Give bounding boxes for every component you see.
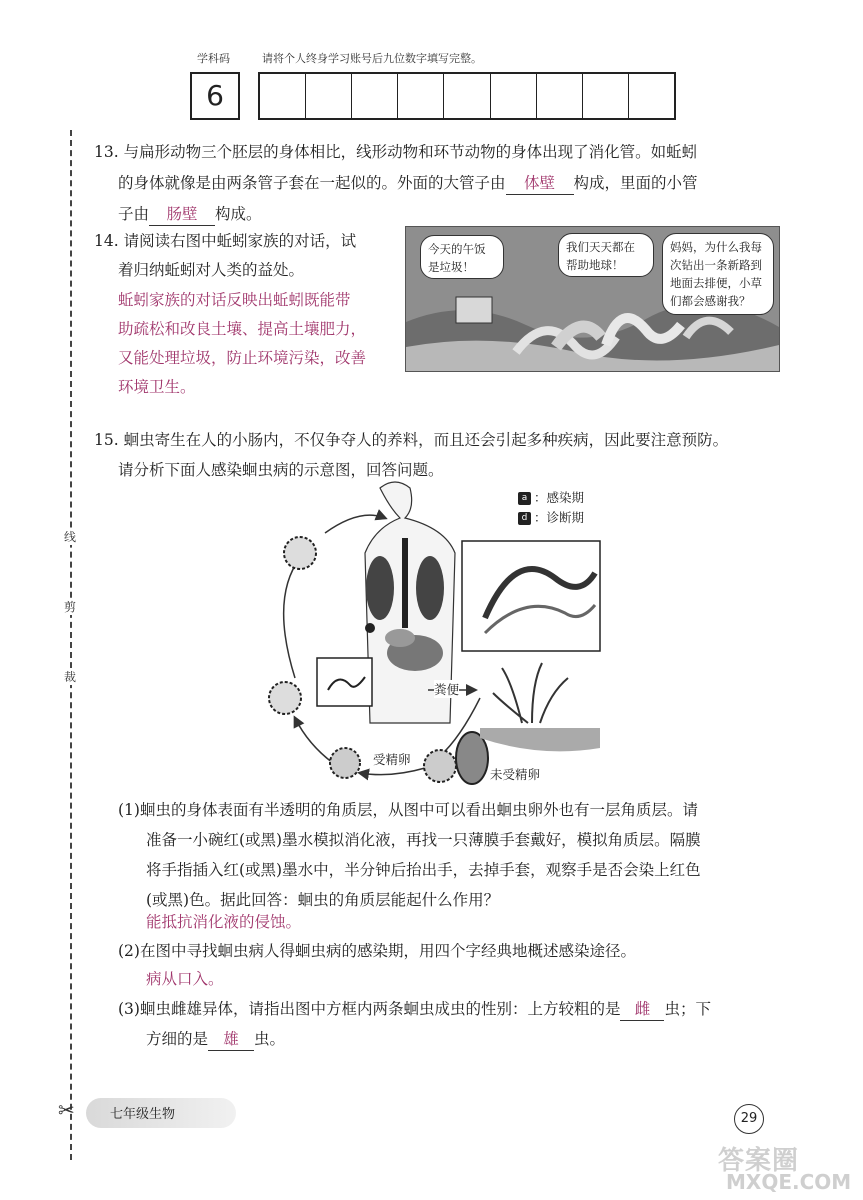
q14-line1: 14. 请阅读右图中蚯蚓家族的对话，试 (94, 232, 357, 250)
account-digit-grid[interactable] (258, 72, 676, 120)
bubble-text: 们都会感谢我？ (670, 294, 751, 308)
digit-cell[interactable] (629, 74, 674, 118)
q14-line2: 着归纳蚯蚓对人类的益处。 (118, 261, 305, 279)
cut-line-char: 裁 (63, 670, 76, 684)
cut-line-char: 线 (63, 530, 76, 544)
account-instruction: 请将个人终身学习账号后九位数字填写完整。 (262, 52, 482, 65)
cut-dashed-line (70, 130, 72, 1160)
legend-text: ：感染期 (534, 490, 585, 505)
digit-cell[interactable] (444, 74, 490, 118)
q15-sub1-line: (1)蛔虫的身体表面有半透明的角质层，从图中可以看出蛔虫卵外也有一层角质层。请 (118, 801, 698, 819)
fertilized-egg-label: 受精卵 (373, 752, 411, 767)
page-number: 29 (734, 1104, 764, 1134)
bubble-text: 帮助地球！ (566, 258, 624, 272)
digit-cell[interactable] (260, 74, 306, 118)
bubble-text: 地面去排便，小草 (670, 276, 762, 290)
digit-cell[interactable] (398, 74, 444, 118)
roundworm-lifecycle-diagram (250, 478, 620, 788)
bubble-text: 今天的午饭 (428, 242, 486, 256)
subject-code-box: 6 (190, 72, 240, 120)
digit-cell[interactable] (491, 74, 537, 118)
q15-sub3-line2-pre: 方细的是 (146, 1030, 209, 1048)
scissors-icon: ✂ (58, 1098, 75, 1122)
feces-label: 粪便 (434, 682, 460, 697)
q15-line2: 请分析下面人感染蛔虫病的示意图，回答问题。 (118, 461, 444, 479)
bubble-text: 妈妈，为什么我每 (670, 240, 762, 254)
footer-book-title: 七年级生物 (110, 1107, 176, 1122)
q15-sub3-line2 (146, 1024, 285, 1055)
digit-cell[interactable] (583, 74, 629, 118)
diagnosis-stage-badge-icon: d (518, 512, 531, 525)
q15-sub3-line1 (118, 994, 711, 1025)
infection-stage-badge-icon: a (518, 492, 531, 505)
q13-line2-pre: 的身体就像是由两条管子套在一起似的。外面的大管子由 (118, 174, 506, 192)
bubble-text: 是垃圾！ (428, 260, 474, 274)
q15-sub2-answer: 病从口入。 (146, 970, 224, 988)
q13-answer-body-wall: 体壁 (506, 172, 574, 195)
q14-answer-line: 又能处理垃圾，防止环境污染，改善 (118, 349, 367, 367)
q13-line2 (118, 168, 698, 199)
q15-sub1-line: 准备一小碗红(或黑)墨水模拟消化液，再找一只薄膜手套戴好，模拟角质层。隔膜 (146, 831, 701, 849)
q15-line1: 15. 蛔虫寄生在人的小肠内，不仅争夺人的养料，而且还会引起多种疾病，因此要注意预防。 (94, 431, 729, 449)
q15-sub1-line: 将手指插入红(或黑)墨水中，半分钟后抬出手，去掉手套，观察手是否会染上红色 (146, 861, 701, 879)
digit-cell[interactable] (352, 74, 398, 118)
q13-line3-pre: 子由 (118, 205, 150, 223)
q14-answer-line: 环境卫生。 (118, 378, 196, 396)
q14-answer-line: 助疏松和改良土壤、提高土壤肥力， (118, 320, 367, 338)
bubble-text: 我们天天都在 (566, 240, 635, 254)
subject-code-label: 学科码 (197, 52, 230, 65)
legend-text: ：诊断期 (534, 510, 585, 525)
q15-sub3-line1-post: 虫；下 (664, 1000, 711, 1018)
speech-bubble-lunch (420, 235, 504, 279)
q15-sub2-line: (2)在图中寻找蛔虫病人得蛔虫病的感染期，用四个字经典地概述感染途径。 (118, 942, 636, 960)
q13-line1: 13. 与扁形动物三个胚层的身体相比，线形动物和环节动物的身体出现了消化管。如蚯蚓 (94, 143, 698, 161)
digit-cell[interactable] (306, 74, 352, 118)
q13-line3-post: 构成。 (215, 205, 262, 223)
earthworm-family-cartoon (405, 226, 780, 372)
q13-line2-post: 构成，里面的小管 (573, 174, 698, 192)
q15-sub3-line2-post: 虫。 (254, 1030, 286, 1048)
q15-sub1-line: (或黑)色。据此回答：蛔虫的角质层能起什么作用？ (146, 891, 500, 909)
speech-bubble-question (662, 233, 774, 315)
q15-sub3-line1-pre: (3)蛔虫雌雄异体，请指出图中方框内两条蛔虫成虫的性别：上方较粗的是 (118, 1000, 621, 1018)
q14-answer-line: 蚯蚓家族的对话反映出蚯蚓既能带 (118, 291, 351, 309)
q15-sub3-answer-female: 雌 (620, 998, 664, 1021)
cut-line-char: 剪 (63, 600, 76, 614)
digit-cell[interactable] (537, 74, 583, 118)
speech-bubble-helping-earth (558, 233, 654, 277)
watermark-url: MXQE.COM (726, 1170, 852, 1194)
bubble-text: 次钻出一条新路到 (670, 258, 762, 272)
unfertilized-egg-label: 未受精卵 (490, 767, 541, 782)
q15-sub1-answer: 能抵抗消化液的侵蚀。 (146, 913, 302, 931)
q15-sub3-answer-male: 雄 (208, 1028, 254, 1051)
q13-answer-gut-wall: 肠壁 (149, 203, 215, 226)
watermark-text: 答案圈 (718, 1146, 800, 1176)
